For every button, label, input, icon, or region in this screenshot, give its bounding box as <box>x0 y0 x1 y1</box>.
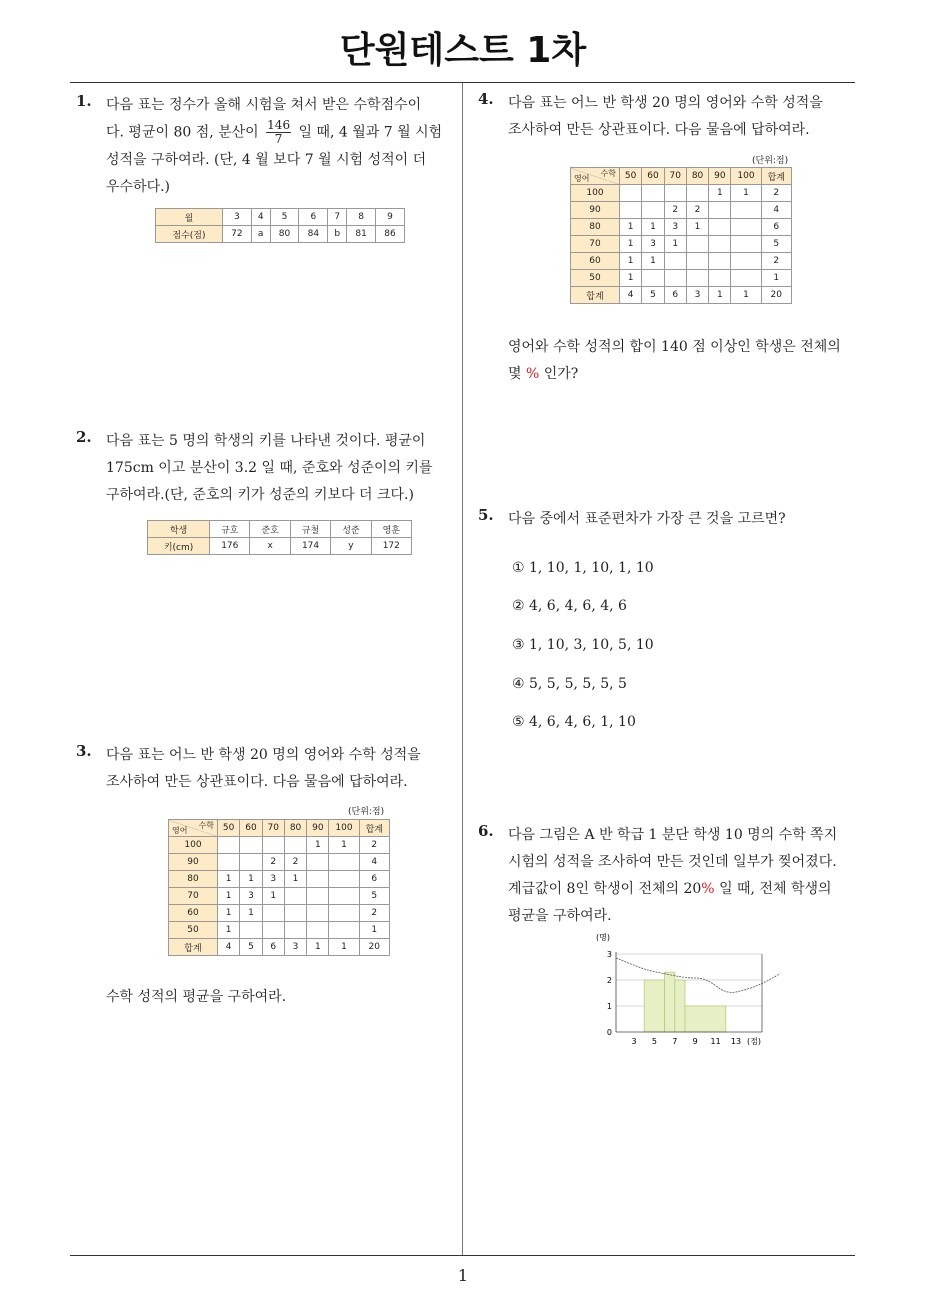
table-cell <box>709 219 731 236</box>
question-4 <box>478 90 862 144</box>
table-cell: 70 <box>664 168 686 185</box>
table-cell: 1 <box>240 871 262 888</box>
table-cell: 172 <box>371 538 411 555</box>
table-cell <box>329 905 359 922</box>
torn-edge <box>616 958 780 992</box>
table-cell: 81 <box>347 226 376 243</box>
page-title: 단원테스트 1차 <box>339 30 587 71</box>
table-cell: 50 <box>571 270 620 287</box>
table-row <box>148 521 412 538</box>
question-2 <box>76 428 460 509</box>
table-cell <box>664 253 686 270</box>
table-cell <box>329 871 359 888</box>
table-cell: 키(cm) <box>148 538 210 555</box>
table-cell: 1 <box>664 236 686 253</box>
question-number: 1. <box>76 92 92 110</box>
table-cell: 90 <box>709 168 731 185</box>
table-cell <box>731 253 761 270</box>
table-cell: 86 <box>376 226 405 243</box>
table-cell: 20 <box>761 287 791 304</box>
table-cell <box>262 905 284 922</box>
table-cell: 5 <box>240 939 262 956</box>
x-tick-label: 11 <box>710 1037 721 1046</box>
table-row <box>169 888 390 905</box>
table-cell <box>307 854 329 871</box>
unit-label: (단위:점) <box>752 156 789 166</box>
table-cell: 4 <box>359 854 389 871</box>
table-cell: 3 <box>642 236 664 253</box>
unit-label: (단위:점) <box>348 807 385 817</box>
table-row <box>148 538 412 555</box>
table-cell <box>686 185 708 202</box>
question-3 <box>76 742 460 796</box>
histogram-bar <box>675 980 685 1032</box>
text-fragment: 계급값이 8인 학생이 전체의 20 <box>508 881 702 897</box>
table-cell <box>284 888 306 905</box>
text-line: 다음 표는 어느 반 학생 20 명의 영어와 수학 성적을 <box>508 95 823 111</box>
text-line: 다음 표는 어느 반 학생 20 명의 영어와 수학 성적을 <box>106 747 421 763</box>
table-cell: 70 <box>571 236 620 253</box>
table-cell <box>709 202 731 219</box>
table-row <box>571 202 792 219</box>
table-cell <box>709 253 731 270</box>
table-cell <box>329 922 359 939</box>
question-text <box>508 506 862 533</box>
table-cell: 3 <box>240 888 262 905</box>
question-number: 4. <box>478 90 494 108</box>
table-cell: 7 <box>328 209 347 226</box>
table-cell: 3 <box>664 219 686 236</box>
table-cell <box>686 253 708 270</box>
table-cell <box>284 837 306 854</box>
percent-sign: % <box>525 366 540 382</box>
question-text <box>106 428 460 509</box>
table-header-row <box>571 168 792 185</box>
table-row <box>169 837 390 854</box>
table-cell: 합계 <box>761 168 791 185</box>
table-cell: 1 <box>642 219 664 236</box>
text-fragment: 인가? <box>543 366 579 382</box>
text-line: 조사하여 만든 상관표이다. 다음 물음에 답하여라. <box>508 122 810 138</box>
x-tick-label: 7 <box>672 1037 678 1046</box>
table-cell: 100 <box>571 185 620 202</box>
x-tick-label: 9 <box>692 1037 698 1046</box>
table-cell <box>731 270 761 287</box>
text-line: 다음 그림은 A 반 학급 1 분단 학생 10 명의 수학 쪽지 <box>508 827 838 843</box>
table-cell: 6 <box>299 209 328 226</box>
table-cell: 60 <box>642 168 664 185</box>
text-line <box>508 361 868 388</box>
table-cell: 1 <box>262 888 284 905</box>
question-number: 5. <box>478 506 494 524</box>
table-cell: 50 <box>218 820 240 837</box>
table-cell: 6 <box>664 287 686 304</box>
histogram-bar <box>644 980 664 1032</box>
fraction-numerator: 146 <box>267 118 291 132</box>
table-cell: 1 <box>307 837 329 854</box>
column-divider <box>462 83 463 1255</box>
table-row <box>571 185 792 202</box>
text-line: 다음 중에서 표준편차가 가장 큰 것을 고르면? <box>508 511 786 527</box>
table-cell: 합계 <box>169 939 218 956</box>
text-line: 시험의 성적을 조사하여 만든 것인데 일부가 찢어졌다. <box>508 854 837 870</box>
table-cell: 6 <box>359 871 389 888</box>
y-tick-label: 2 <box>606 976 612 985</box>
table-cell <box>307 905 329 922</box>
table-row <box>571 287 792 304</box>
table-cell <box>329 888 359 905</box>
table-cell <box>709 236 731 253</box>
table-row <box>156 209 405 226</box>
table-cell: 1 <box>620 253 642 270</box>
question-text <box>106 742 460 796</box>
table-cell <box>620 202 642 219</box>
y-axis-label: (명) <box>596 933 610 942</box>
table-cell: 1 <box>218 905 240 922</box>
table-cell <box>642 185 664 202</box>
table-cell: 50 <box>620 168 642 185</box>
question-number: 3. <box>76 742 92 760</box>
question-3-sub <box>106 984 286 1011</box>
table-cell: 1 <box>761 270 791 287</box>
x-tick-label: 3 <box>631 1037 637 1046</box>
page-number: 1 <box>457 1266 469 1285</box>
table-cell: 176 <box>210 538 250 555</box>
table-cell <box>731 202 761 219</box>
height-table <box>147 520 412 555</box>
table-cell <box>307 871 329 888</box>
text-fragment: 일 때, 4 월과 7 월 시험 <box>298 124 443 141</box>
table-cell: 1 <box>359 922 389 939</box>
text-fragment: 일 때, 전체 학생의 <box>719 881 832 897</box>
option-5: ⑤ 4, 6, 4, 6, 1, 10 <box>512 714 636 730</box>
table-row <box>571 270 792 287</box>
table-cell: 성준 <box>331 521 371 538</box>
text-line: 구하여라.(단, 준호의 키가 성준의 키보다 더 크다.) <box>106 487 414 503</box>
y-tick-label: 3 <box>606 950 612 959</box>
histogram-chart <box>590 932 780 1052</box>
corner-cell: 수학 영어 <box>169 820 218 837</box>
table-cell: 50 <box>169 922 218 939</box>
table-cell: 1 <box>218 871 240 888</box>
option-1: ① 1, 10, 1, 10, 1, 10 <box>512 560 654 576</box>
table-cell: 8 <box>347 209 376 226</box>
table-cell: 2 <box>284 854 306 871</box>
y-tick-label: 1 <box>606 1002 612 1011</box>
text-fragment: 몇 <box>508 366 522 382</box>
table-cell: 4 <box>620 287 642 304</box>
table-row <box>571 253 792 270</box>
table-cell <box>686 270 708 287</box>
table-cell: 1 <box>642 253 664 270</box>
table-cell: 9 <box>376 209 405 226</box>
table-cell: 1 <box>329 837 359 854</box>
question-text <box>106 92 460 201</box>
table-cell <box>329 854 359 871</box>
table-cell <box>664 185 686 202</box>
table-cell <box>731 236 761 253</box>
correlation-table <box>168 819 390 956</box>
table-cell: 규호 <box>210 521 250 538</box>
table-cell: 1 <box>620 270 642 287</box>
table-cell: 6 <box>761 219 791 236</box>
question-4-sub <box>508 334 868 388</box>
table-cell: 70 <box>262 820 284 837</box>
table-cell: 4 <box>761 202 791 219</box>
table-cell: 학생 <box>148 521 210 538</box>
table-cell: 2 <box>761 253 791 270</box>
score-table <box>155 208 405 243</box>
table-cell: 점수(점) <box>156 226 223 243</box>
table-cell: 5 <box>761 236 791 253</box>
x-tick-label: 13 <box>730 1037 742 1046</box>
table-cell: 2 <box>262 854 284 871</box>
table-cell <box>262 837 284 854</box>
table-cell: 20 <box>359 939 389 956</box>
table-cell: 60 <box>571 253 620 270</box>
table-cell <box>240 837 262 854</box>
table-cell: 1 <box>709 185 731 202</box>
table-cell <box>240 922 262 939</box>
table-cell <box>262 922 284 939</box>
table-cell <box>284 905 306 922</box>
table-cell: 1 <box>620 219 642 236</box>
table-cell: 90 <box>169 854 218 871</box>
table-row <box>571 219 792 236</box>
table-cell: 1 <box>329 939 359 956</box>
question-text <box>508 822 862 930</box>
text-line: 영어와 수학 성적의 합이 140 점 이상인 학생은 전체의 <box>508 339 841 355</box>
text-line: 성적을 구하여라. (단, 4 월 보다 7 월 시험 성적이 더 <box>106 151 427 168</box>
table-cell: 100 <box>329 820 359 837</box>
question-number: 6. <box>478 822 494 840</box>
table-cell: 3 <box>222 209 251 226</box>
table-cell: 90 <box>307 820 329 837</box>
table-cell: 80 <box>270 226 299 243</box>
table-cell: 84 <box>299 226 328 243</box>
table-cell: 합계 <box>359 820 389 837</box>
table-cell: 80 <box>571 219 620 236</box>
text-line: 우수하다.) <box>106 178 171 195</box>
percent-sign: % <box>701 881 715 897</box>
table-cell: 5 <box>642 287 664 304</box>
table-cell: 60 <box>169 905 218 922</box>
table-cell: 규철 <box>290 521 330 538</box>
histogram-bar <box>685 1006 726 1032</box>
text-line <box>508 876 862 903</box>
text-line: 평균을 구하여라. <box>508 908 612 924</box>
table-cell: 4 <box>218 939 240 956</box>
text-line <box>106 119 460 147</box>
table-cell: 70 <box>169 888 218 905</box>
table-cell: 합계 <box>571 287 620 304</box>
table-cell: 영훈 <box>371 521 411 538</box>
table-row <box>169 871 390 888</box>
table-header-row <box>169 820 390 837</box>
table-cell <box>731 219 761 236</box>
x-axis-label: (점) <box>747 1037 761 1046</box>
table-cell <box>307 888 329 905</box>
y-tick-label: 0 <box>606 1028 612 1037</box>
table-cell: 100 <box>731 168 761 185</box>
fraction-denominator: 7 <box>274 132 283 146</box>
table-cell <box>664 270 686 287</box>
table-cell: 월 <box>156 209 223 226</box>
table-cell <box>686 236 708 253</box>
table-cell: 3 <box>686 287 708 304</box>
table-row <box>169 854 390 871</box>
text-line: 175cm 이고 분산이 3.2 일 때, 준호와 성준이의 키를 <box>106 460 433 476</box>
table-cell: 1 <box>686 219 708 236</box>
table-cell: 72 <box>222 226 251 243</box>
text-line: 다음 표는 5 명의 학생의 키를 나타낸 것이다. 평균이 <box>106 433 426 449</box>
footer-rule <box>70 1255 855 1256</box>
question-5 <box>478 506 862 533</box>
table-cell: 2 <box>686 202 708 219</box>
question-1 <box>76 92 460 201</box>
question-6 <box>478 822 862 930</box>
table-cell <box>642 270 664 287</box>
table-cell: 3 <box>262 871 284 888</box>
table-cell: 80 <box>284 820 306 837</box>
table-cell: 90 <box>571 202 620 219</box>
option-2: ② 4, 6, 4, 6, 4, 6 <box>512 598 627 614</box>
table-row <box>571 236 792 253</box>
table-cell: 100 <box>169 837 218 854</box>
table-cell <box>218 854 240 871</box>
table-cell: 5 <box>270 209 299 226</box>
table-cell: 준호 <box>250 521 290 538</box>
table-cell: 2 <box>359 905 389 922</box>
text-line: 수학 성적의 평균을 구하여라. <box>106 989 287 1005</box>
table-cell: 60 <box>240 820 262 837</box>
table-cell <box>709 270 731 287</box>
table-cell: 1 <box>218 888 240 905</box>
table-cell <box>240 854 262 871</box>
table-cell: b <box>328 226 347 243</box>
table-cell: x <box>250 538 290 555</box>
table-cell: 1 <box>731 185 761 202</box>
table-cell <box>642 202 664 219</box>
table-row <box>156 226 405 243</box>
table-cell: 80 <box>169 871 218 888</box>
table-cell: 1 <box>284 871 306 888</box>
text-line: 조사하여 만든 상관표이다. 다음 물음에 답하여라. <box>106 774 408 790</box>
option-4: ④ 5, 5, 5, 5, 5, 5 <box>512 676 627 692</box>
table-row <box>169 922 390 939</box>
x-tick-label: 5 <box>651 1037 657 1046</box>
table-cell: 1 <box>620 236 642 253</box>
table-cell: 6 <box>262 939 284 956</box>
corner-cell: 수학 영어 <box>571 168 620 185</box>
table-cell <box>218 837 240 854</box>
table-row <box>169 905 390 922</box>
question-text <box>508 90 862 144</box>
table-cell: 174 <box>290 538 330 555</box>
question-number: 2. <box>76 428 92 446</box>
table-cell: 1 <box>218 922 240 939</box>
table-cell: 1 <box>709 287 731 304</box>
histogram-bar <box>665 972 675 1032</box>
table-cell: 3 <box>284 939 306 956</box>
table-cell: 4 <box>251 209 270 226</box>
table-cell: y <box>331 538 371 555</box>
table-cell: 2 <box>664 202 686 219</box>
text-line: 다음 표는 정수가 올해 시험을 쳐서 받은 수학점수이 <box>106 97 422 113</box>
option-3: ③ 1, 10, 3, 10, 5, 10 <box>512 637 654 653</box>
table-cell <box>284 922 306 939</box>
fraction <box>266 119 291 146</box>
text-fragment: 다. 평균이 80 점, 분산이 <box>106 124 259 141</box>
table-cell: 5 <box>359 888 389 905</box>
table-cell: 1 <box>731 287 761 304</box>
table-row <box>169 939 390 956</box>
table-cell <box>307 922 329 939</box>
correlation-table <box>570 167 792 304</box>
table-cell: 2 <box>359 837 389 854</box>
table-cell: 80 <box>686 168 708 185</box>
table-cell <box>620 185 642 202</box>
table-cell: 1 <box>307 939 329 956</box>
table-cell: 2 <box>761 185 791 202</box>
table-cell: 1 <box>240 905 262 922</box>
table-cell: a <box>251 226 270 243</box>
